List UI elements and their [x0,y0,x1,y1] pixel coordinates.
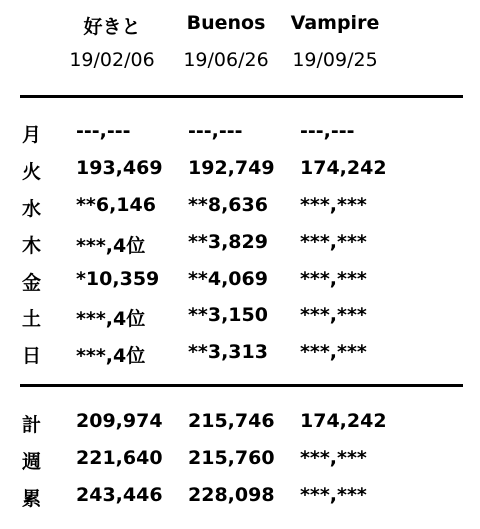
value-cell: ***,*** [300,447,367,469]
table-row-thu [0,231,480,261]
value-cell: 215,760 [188,447,275,469]
value-cell: *10,359 [76,268,160,290]
value-cell: ***,*** [300,268,367,290]
value-cell: ***,*** [300,194,367,216]
value-cell: ***,4位 [76,345,146,367]
table-row-sat [0,304,480,334]
day-label: 土 [22,308,42,330]
day-label: 日 [22,345,42,367]
total-label: 計 [22,414,42,436]
table-row-sun [0,341,480,371]
value-cell: 174,242 [300,410,387,432]
totals-divider [20,384,463,387]
column-title-3: Vampire [290,12,380,34]
value-cell: ---,--- [300,120,355,142]
value-cell: **3,829 [188,231,268,253]
value-cell: ***,4位 [76,235,146,257]
table-row-week [0,447,480,477]
total-label: 週 [22,451,42,473]
value-cell: 215,746 [188,410,275,432]
table-row-mon [0,120,480,150]
value-cell: ***,*** [300,341,367,363]
table-row-cumulative [0,484,480,514]
day-label: 金 [22,272,42,294]
value-cell: 174,242 [300,157,387,179]
value-cell: 192,749 [188,157,275,179]
value-cell: 221,640 [76,447,163,469]
value-cell: **6,146 [76,194,156,216]
value-cell: ***,*** [300,304,367,326]
value-cell: 243,446 [76,484,163,506]
value-cell: **8,636 [188,194,268,216]
value-cell: 209,974 [76,410,163,432]
day-label: 水 [22,198,42,220]
value-cell: **4,069 [188,268,268,290]
column-date-2: 19/06/26 [183,49,269,71]
total-label: 累 [22,488,42,510]
column-date-3: 19/09/25 [292,49,378,71]
value-cell: ***,4位 [76,308,146,330]
table-row-tue [0,157,480,187]
value-cell: ***,*** [300,484,367,506]
header-divider [20,95,463,98]
day-label: 木 [22,235,42,257]
value-cell: 228,098 [188,484,275,506]
column-title-1: 好きと [83,16,141,38]
value-cell: ***,*** [300,231,367,253]
column-date-1: 19/02/06 [69,49,155,71]
table-row-fri [0,268,480,298]
value-cell: 193,469 [76,157,163,179]
value-cell: ---,--- [188,120,243,142]
table-row-total [0,410,480,440]
value-cell: ---,--- [76,120,131,142]
day-label: 月 [22,124,42,146]
day-label: 火 [22,161,42,183]
table-row-wed [0,194,480,224]
column-title-2: Buenos [186,12,266,34]
value-cell: **3,150 [188,304,268,326]
value-cell: **3,313 [188,341,268,363]
